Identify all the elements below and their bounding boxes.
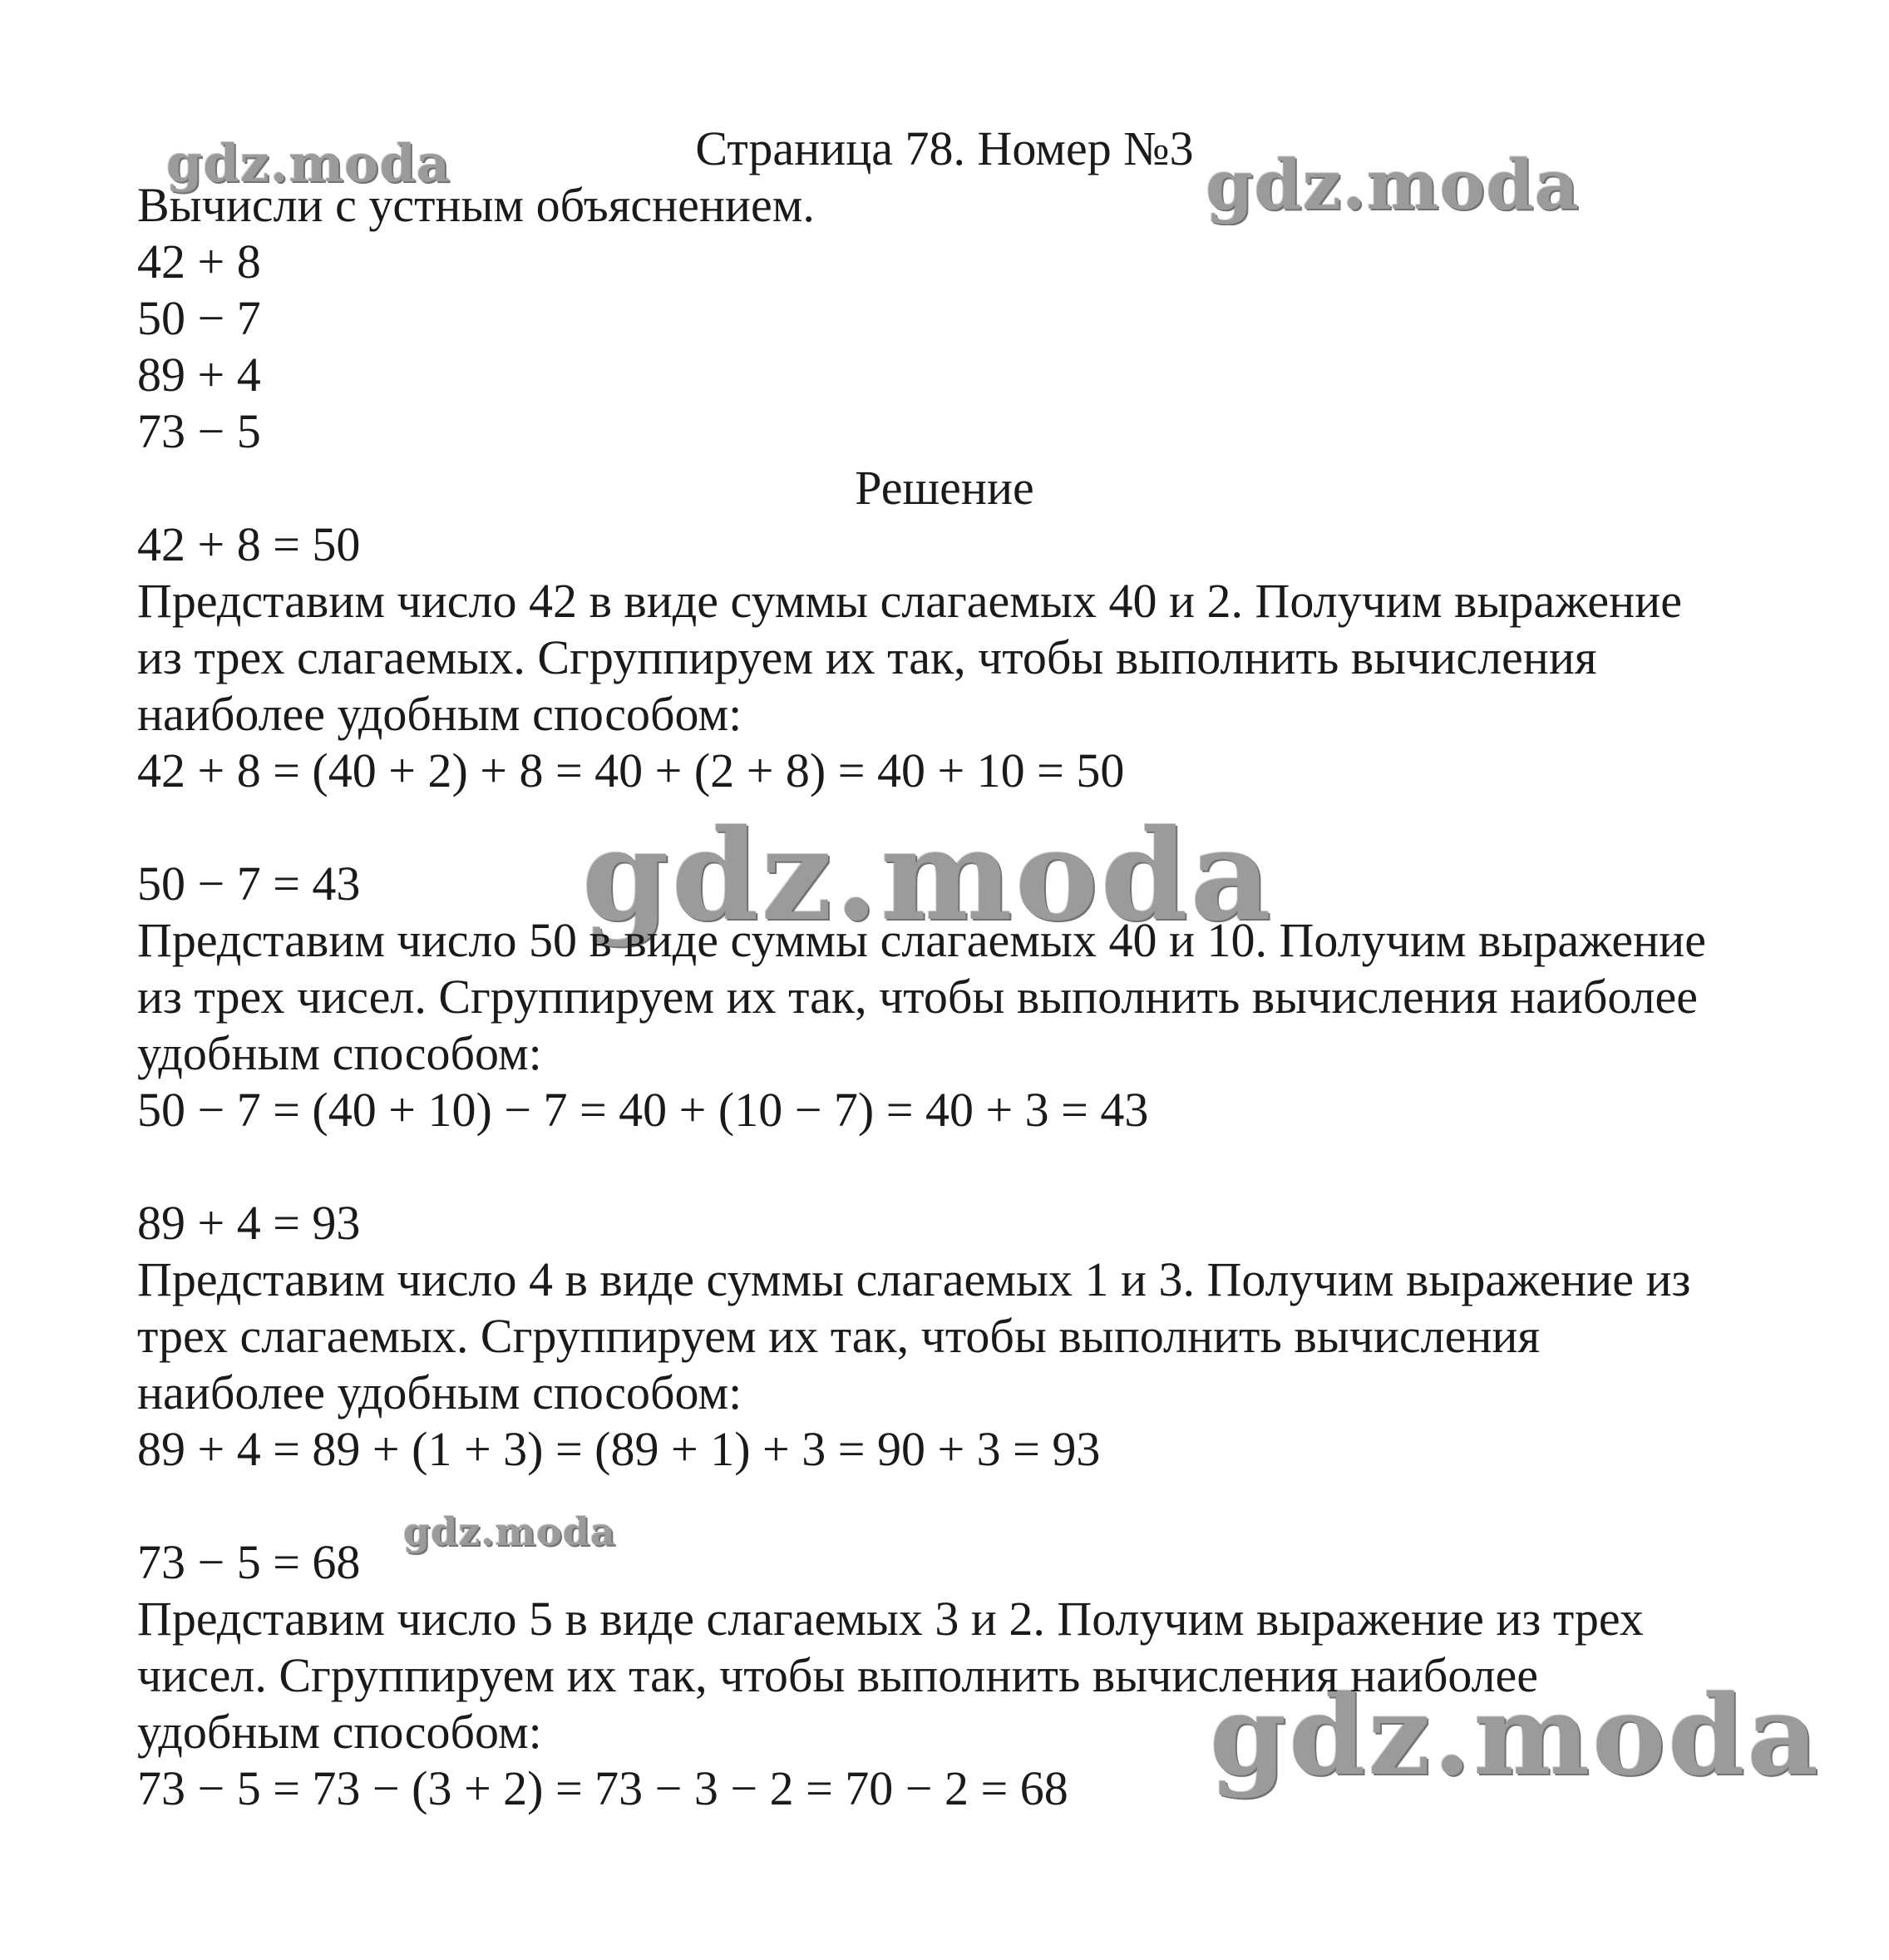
solution-explanation: наиболее удобным способом:	[137, 1365, 742, 1419]
watermark-logo: gdz.moda	[1206, 146, 1580, 225]
solution-explanation: из трех слагаемых. Сгруппируем их так, чтобы выполнить вычисления	[137, 630, 1597, 684]
watermark-logo: gdz.moda	[1210, 1671, 1822, 1800]
solution-explanation: трех слагаемых. Сгруппируем их так, чтобы выполнить вычисления	[137, 1309, 1541, 1363]
solution-explanation: чисел. Сгруппируем их так, чтобы выполнить вычисления наиболее	[137, 1648, 1539, 1702]
task-expression: 89 + 4	[137, 348, 261, 402]
solution-calculation: 89 + 4 = 89 + (1 + 3) = (89 + 1) + 3 = 90 + 3 = 93	[137, 1422, 1101, 1476]
solution-answer: 73 − 5 = 68	[137, 1535, 361, 1589]
solution-explanation: Представим число 4 в виде суммы слагаемых 1 и 3. Получим выражение из	[137, 1252, 1691, 1306]
solution-explanation: Представим число 5 в виде слагаемых 3 и 2. Получим выражение из трех	[137, 1592, 1644, 1646]
solution-explanation: Представим число 42 в виде суммы слагаемых 40 и 2. Получим выражение	[137, 574, 1682, 628]
watermark-logo: gdz.moda	[166, 133, 451, 194]
solution-heading: Решение	[855, 461, 1034, 515]
solution-explanation: удобным способом:	[137, 1705, 542, 1759]
task-expression: 42 + 8	[137, 235, 261, 289]
task-instruction: Вычисли с устным объяснением.	[137, 178, 815, 232]
solution-answer: 42 + 8 = 50	[137, 517, 361, 571]
task-expression: 50 − 7	[137, 291, 261, 345]
solution-explanation: удобным способом:	[137, 1026, 542, 1080]
solution-calculation: 50 − 7 = (40 + 10) − 7 = 40 + (10 − 7) = 40 + 3 = 43	[137, 1083, 1149, 1137]
solution-answer: 50 − 7 = 43	[137, 857, 361, 911]
solution-explanation: из трех чисел. Сгруппируем их так, чтобы выполнить вычисления наиболее	[137, 970, 1699, 1024]
page-title: Страница 78. Номер №3	[695, 121, 1194, 175]
solution-calculation: 73 − 5 = 73 − (3 + 2) = 73 − 3 − 2 = 70 − 2 = 68	[137, 1761, 1068, 1815]
solution-explanation: Представим число 50 в виде суммы слагаемых 40 и 10. Получим выражение	[137, 913, 1706, 967]
task-expression: 73 − 5	[137, 404, 261, 458]
solution-answer: 89 + 4 = 93	[137, 1196, 361, 1250]
watermark-logo: gdz.moda	[582, 802, 1275, 949]
solution-calculation: 42 + 8 = (40 + 2) + 8 = 40 + (2 + 8) = 40 + 10 = 50	[137, 743, 1125, 797]
solution-explanation: наиболее удобным способом:	[137, 687, 742, 741]
watermark-logo: gdz.moda	[403, 1509, 616, 1554]
